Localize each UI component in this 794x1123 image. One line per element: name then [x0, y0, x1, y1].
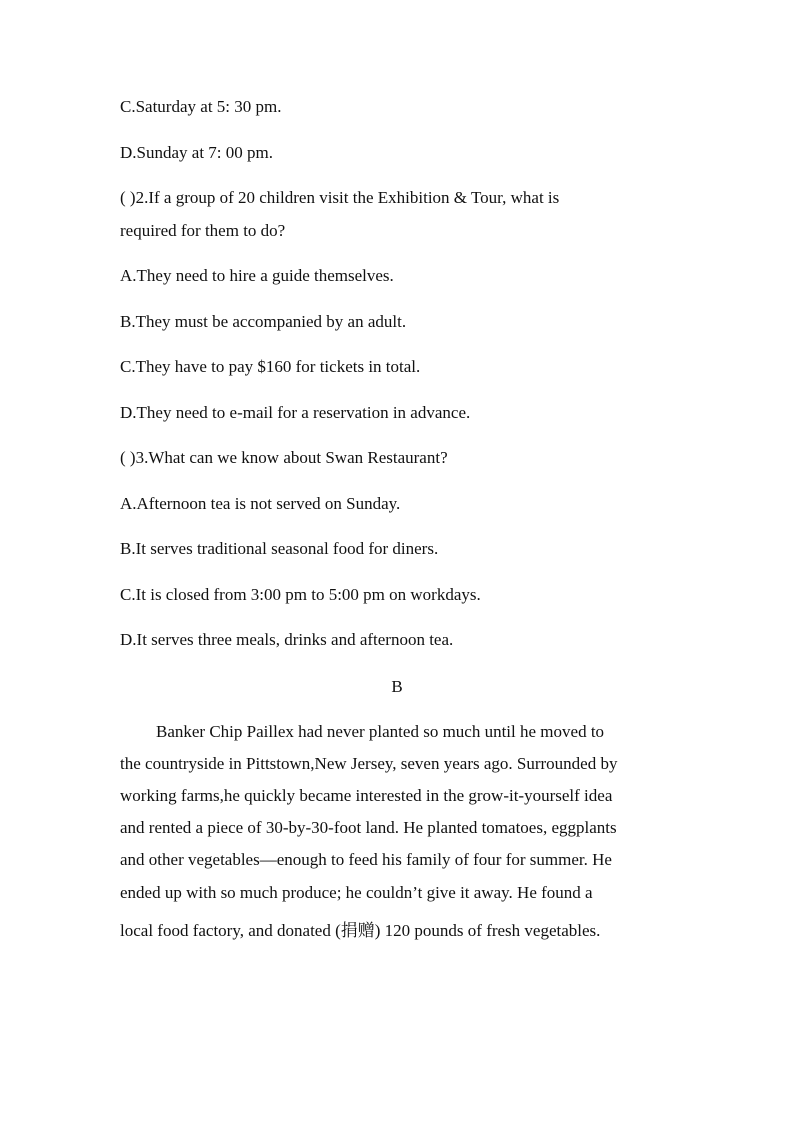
q3-option-b: B.It serves traditional seasonal food for diners. — [120, 539, 439, 558]
passage-line: and other vegetables—enough to feed his family of four for summer. He — [120, 850, 612, 869]
passage-line: local food factory, and donated (捐赠) 120 pounds of fresh vegetables. — [120, 921, 601, 940]
q1-option-d: D.Sunday at 7: 00 pm. — [120, 143, 273, 162]
q2-stem-line1: ( )2.If a group of 20 children visit the Exhibition & Tour, what is — [120, 188, 560, 207]
q2-stem-line2: required for them to do? — [120, 221, 286, 240]
q3-option-a: A.Afternoon tea is not served on Sunday. — [120, 494, 401, 513]
section-heading: B — [391, 677, 403, 696]
passage-line: working farms,he quickly became interested in the grow-it-yourself idea — [120, 786, 613, 805]
q2-option-b: B.They must be accompanied by an adult. — [120, 312, 407, 331]
q3-option-d: D.It serves three meals, drinks and afternoon tea. — [120, 630, 454, 649]
passage-line: and rented a piece of 30-by-30-foot land. He planted tomatoes, eggplants — [120, 818, 617, 837]
q2-option-c: C.They have to pay $160 for tickets in total. — [120, 357, 421, 376]
q2-option-d: D.They need to e-mail for a reservation in advance. — [120, 403, 471, 422]
q3-stem: ( )3.What can we know about Swan Restaurant? — [120, 448, 448, 467]
passage-line: the countryside in Pittstown,New Jersey, seven years ago. Surrounded by — [120, 754, 618, 773]
passage-line: Banker Chip Paillex had never planted so much until he moved to — [156, 722, 605, 741]
q1-option-c: C.Saturday at 5: 30 pm. — [120, 97, 282, 116]
q2-option-a: A.They need to hire a guide themselves. — [120, 266, 394, 285]
passage-line: ended up with so much produce; he couldn’t give it away. He found a — [120, 883, 593, 902]
q3-option-c: C.It is closed from 3:00 pm to 5:00 pm on workdays. — [120, 585, 481, 604]
